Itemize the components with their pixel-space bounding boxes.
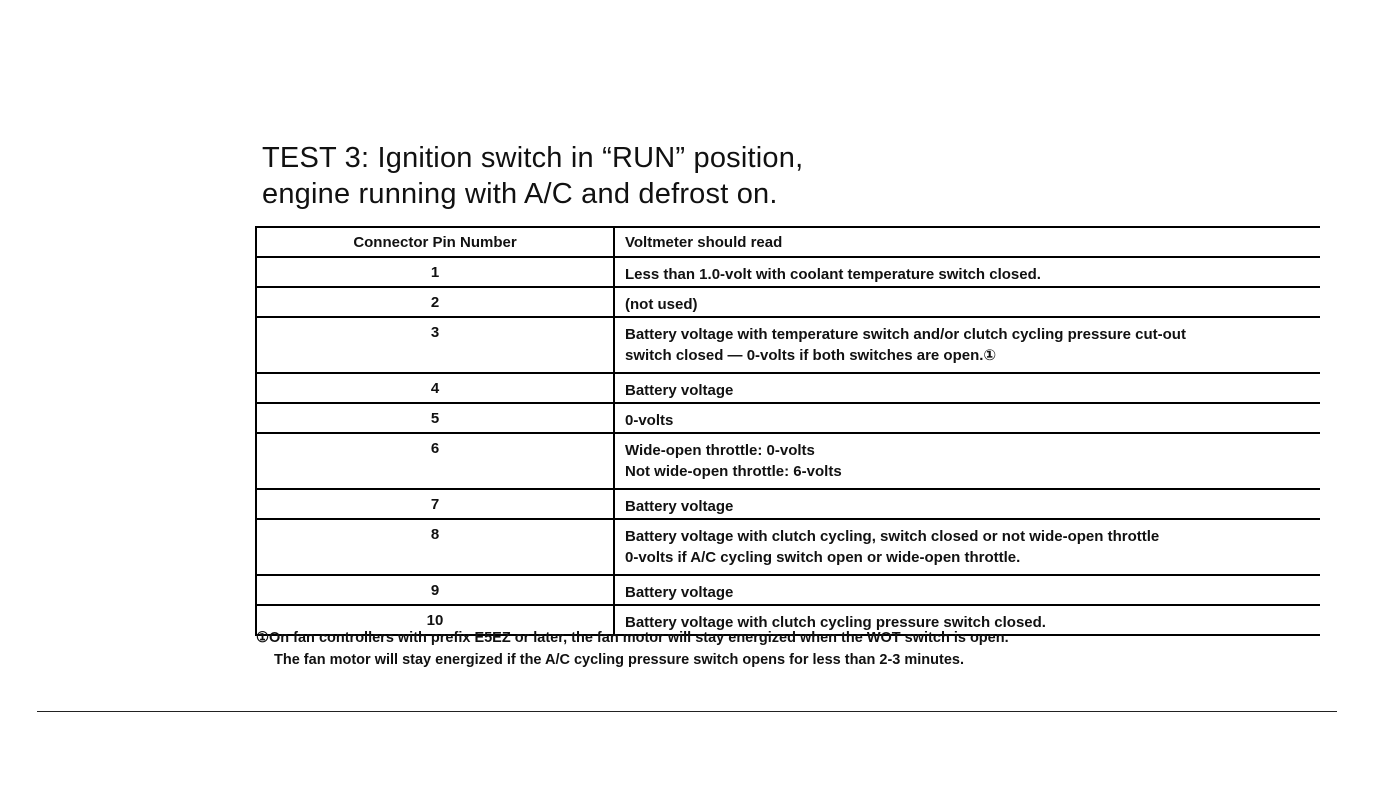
pin-cell: 7 (256, 489, 614, 519)
reading-cell (614, 317, 1320, 373)
table-row (256, 403, 1320, 433)
pin-cell: 2 (256, 287, 614, 317)
reading-cell (614, 287, 1320, 317)
footnote-line-2: The fan motor will stay energized if the A/C cycling pressure switch opens for less than 2-3 minutes. (274, 652, 964, 668)
reading-line: Not wide-open throttle: 6-volts (625, 463, 842, 480)
pin-cell: 4 (256, 373, 614, 403)
table-row (256, 489, 1320, 519)
reading-line: Less than 1.0-volt with coolant temperature switch closed. (625, 266, 1041, 283)
reading-line: Battery voltage (625, 498, 734, 515)
pin-cell: 3 (256, 317, 614, 373)
test-title (262, 140, 1062, 212)
test-title-line-1: TEST 3: Ignition switch in “RUN” position, (262, 142, 804, 174)
table-row (256, 433, 1320, 489)
reading-line: Battery voltage with clutch cycling pressure switch closed. (625, 614, 1046, 631)
reading-cell (614, 489, 1320, 519)
table-row (256, 317, 1320, 373)
reading-cell (614, 433, 1320, 489)
reading-line: Battery voltage (625, 382, 734, 399)
footnote (256, 627, 1009, 671)
reading-cell (614, 519, 1320, 575)
reading-line: Battery voltage (625, 584, 734, 601)
reading-cell (614, 403, 1320, 433)
reading-line: Battery voltage with temperature switch and/or clutch cycling pressure cut-out (625, 326, 1186, 343)
pin-cell: 6 (256, 433, 614, 489)
header-connector-pin: Connector Pin Number (256, 227, 614, 257)
pin-cell: 8 (256, 519, 614, 575)
pin-cell: 10 (256, 605, 614, 635)
reading-line: (not used) (625, 296, 698, 313)
pin-cell: 9 (256, 575, 614, 605)
pin-cell: 1 (256, 257, 614, 287)
table-row (256, 287, 1320, 317)
table-row (256, 519, 1320, 575)
footnote-line-1: ①On fan controllers with prefix E5EZ or later, the fan motor will stay energized when the WOT switch is open. (256, 630, 1009, 646)
reading-cell (614, 575, 1320, 605)
reading-line: switch closed — 0-volts if both switches are open.① (625, 347, 997, 364)
pin-cell: 5 (256, 403, 614, 433)
reading-line: Battery voltage with clutch cycling, switch closed or not wide-open throttle (625, 528, 1160, 545)
reading-cell (614, 257, 1320, 287)
table-row (256, 373, 1320, 403)
reading-line: Wide-open throttle: 0-volts (625, 442, 815, 459)
voltage-table (255, 226, 1320, 636)
test-title-line-2: engine running with A/C and defrost on. (262, 178, 778, 210)
table-row (256, 575, 1320, 605)
reading-cell (614, 373, 1320, 403)
table-row (256, 257, 1320, 287)
reading-line: 0-volts (625, 412, 674, 429)
reading-line: 0-volts if A/C cycling switch open or wide-open throttle. (625, 549, 1021, 566)
table-header-row (256, 227, 1320, 257)
header-voltmeter-reading: Voltmeter should read (614, 227, 1320, 257)
bottom-divider (37, 711, 1337, 712)
